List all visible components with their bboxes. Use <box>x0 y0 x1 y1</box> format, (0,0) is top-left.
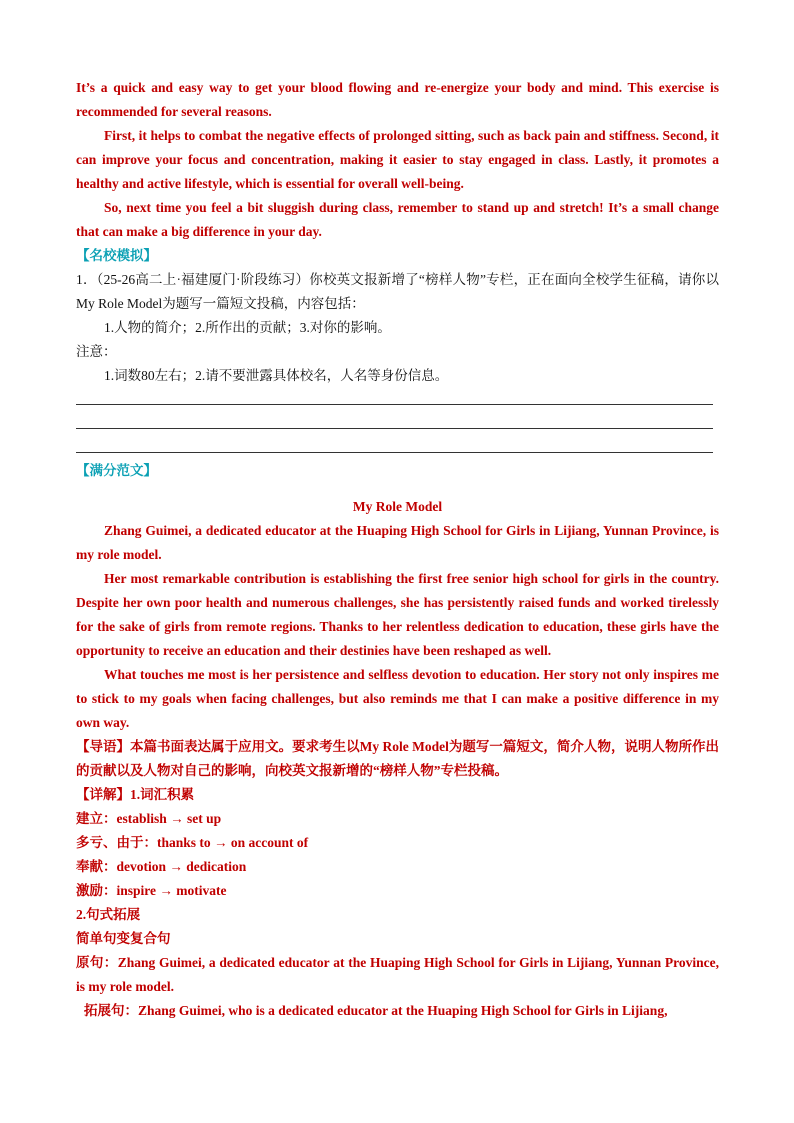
intro-paragraph: First, it helps to combat the negative effects of prolonged sitting, such as back pain and stiffness. Second, it can improve your focus and concentration, making it easier to stay engaged in class. Lastly, it promotes a healthy and active lifestyle, which is essential for overall well-being. <box>76 128 719 191</box>
vocab-item: 建立：establish → set up <box>76 811 222 826</box>
vocab-item: 激励：inspire → motivate <box>76 883 227 898</box>
essay-title: My Role Model <box>352 499 443 514</box>
note-label: 注意： <box>76 344 117 359</box>
sentence-subheading: 简单句变复合句 <box>76 931 171 946</box>
essay-paragraph: Zhang Guimei, a dedicated educator at the Huaping High School for Girls in Lijiang, Yunnan Province, is my role model. <box>76 523 719 562</box>
document-page <box>76 76 719 1023</box>
vocab-item: 多亏、由于：thanks to → on account of <box>76 835 309 850</box>
guide-text: 【导语】本篇书面表达属于应用文。要求考生以My Role Model为题写一篇短文，简介人物，说明人物所作出的贡献以及人物对自己的影响，向校英文报新增的“榜样人物”专栏投稿。 <box>76 739 719 778</box>
section-mock-heading: 【名校模拟】 <box>76 248 157 263</box>
detail-heading: 【详解】1.词汇积累 <box>76 787 195 802</box>
section-model-heading: 【满分范文】 <box>76 463 157 478</box>
intro-paragraph: So, next time you feel a bit sluggish during class, remember to stand up and stretch! It’s a small change that can make a big difference in your day. <box>76 200 719 239</box>
vocab-item: 奉献：devotion → dedication <box>76 859 247 874</box>
essay-paragraph: Her most remarkable contribution is establishing the first free senior high school for girls in the country. Despite her own poor health and numerous challenges, she has persistently raised funds and worked tirelessly for the sake of girls from remote regions. Thanks to her relentless dedication to education, these girls have the opportunity to receive an education and their destinies have been reshaped as well. <box>76 571 719 658</box>
expanded-sentence <box>76 999 719 1023</box>
question-notes: 1.词数80左右；2.请不要泄露具体校名，人名等身份信息。 <box>104 368 449 383</box>
question-stem: 1．（25-26高二上·福建厦门·阶段练习）你校英文报新增了“榜样人物”专栏，正在面向全校学生征稿，请你以My Role Model为题写一篇短文投稿，内容包括： <box>76 272 719 311</box>
question-points: 1.人物的简介；2.所作出的贡献；3.对你的影响。 <box>104 320 391 335</box>
sentence-heading: 2.句式拓展 <box>76 907 141 922</box>
expanded-label: 拓展句： <box>84 1003 138 1018</box>
expanded-text: Zhang Guimei, who is a dedicated educator at the Huaping High School for Girls in Lijiang, <box>138 1003 668 1018</box>
essay-paragraph: What touches me most is her persistence and selfless devotion to education. Her story not only inspires me to stick to my goals when facing challenges, but also reminds me that I can make a positive difference in my own way. <box>76 667 719 730</box>
original-label: 原句： <box>76 955 118 970</box>
original-sentence <box>76 951 719 999</box>
original-text: Zhang Guimei, a dedicated educator at the Huaping High School for Girls in Lijiang, Yunnan Province, is my role model. <box>76 955 719 994</box>
intro-paragraph: It’s a quick and easy way to get your blood flowing and re-energize your body and mind. This exercise is recommended for several reasons. <box>76 80 719 119</box>
